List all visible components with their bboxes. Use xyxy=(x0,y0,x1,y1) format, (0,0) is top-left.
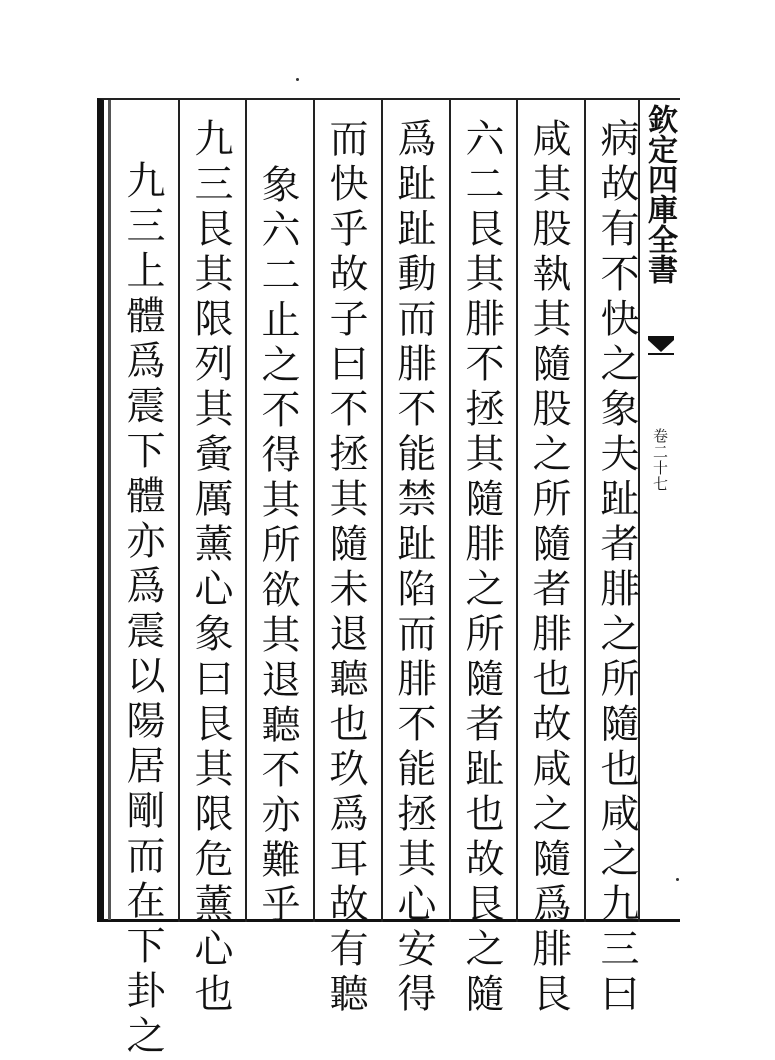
volume-number: 卷二十七 xyxy=(651,428,669,492)
column-rule xyxy=(516,100,518,922)
text-column-8: 九三上體爲震下體亦爲震以陽居剛而在下卦之 xyxy=(120,160,165,1060)
column-rule xyxy=(449,100,451,922)
column-rule xyxy=(178,100,180,922)
column-rule xyxy=(584,100,586,922)
inner-border-line xyxy=(108,100,111,920)
column-rule xyxy=(245,100,247,922)
book-title: 欽定四庫全書 xyxy=(642,104,677,284)
column-rule xyxy=(381,100,383,922)
text-column-3: 六二艮其腓不拯其隨腓之所隨者趾也故艮之隨 xyxy=(459,118,504,1018)
text-column-4: 爲趾趾動而腓不能禁趾陷而腓不能拯其心安得 xyxy=(391,118,436,1018)
text-column-5: 而快乎故子曰不拯其隨未退聽也玖爲耳故有聽 xyxy=(323,118,368,1018)
text-column-7: 九三艮其限列其夤厲薰心象曰艮其限危薰心也 xyxy=(188,118,233,1018)
column-rule xyxy=(313,100,315,922)
fishtail-mark-icon xyxy=(646,334,676,356)
text-column-6: 象六二止之不得其所欲其退聽不亦難乎 xyxy=(255,164,300,929)
text-column-2: 咸其股執其隨股之所隨者腓也故咸之隨爲腓艮 xyxy=(526,118,571,1018)
text-column-1: 病故有不快之象夫趾者腓之所隨也咸之九三曰 xyxy=(594,118,639,1018)
scan-speck xyxy=(296,78,299,81)
scan-speck xyxy=(676,878,679,881)
